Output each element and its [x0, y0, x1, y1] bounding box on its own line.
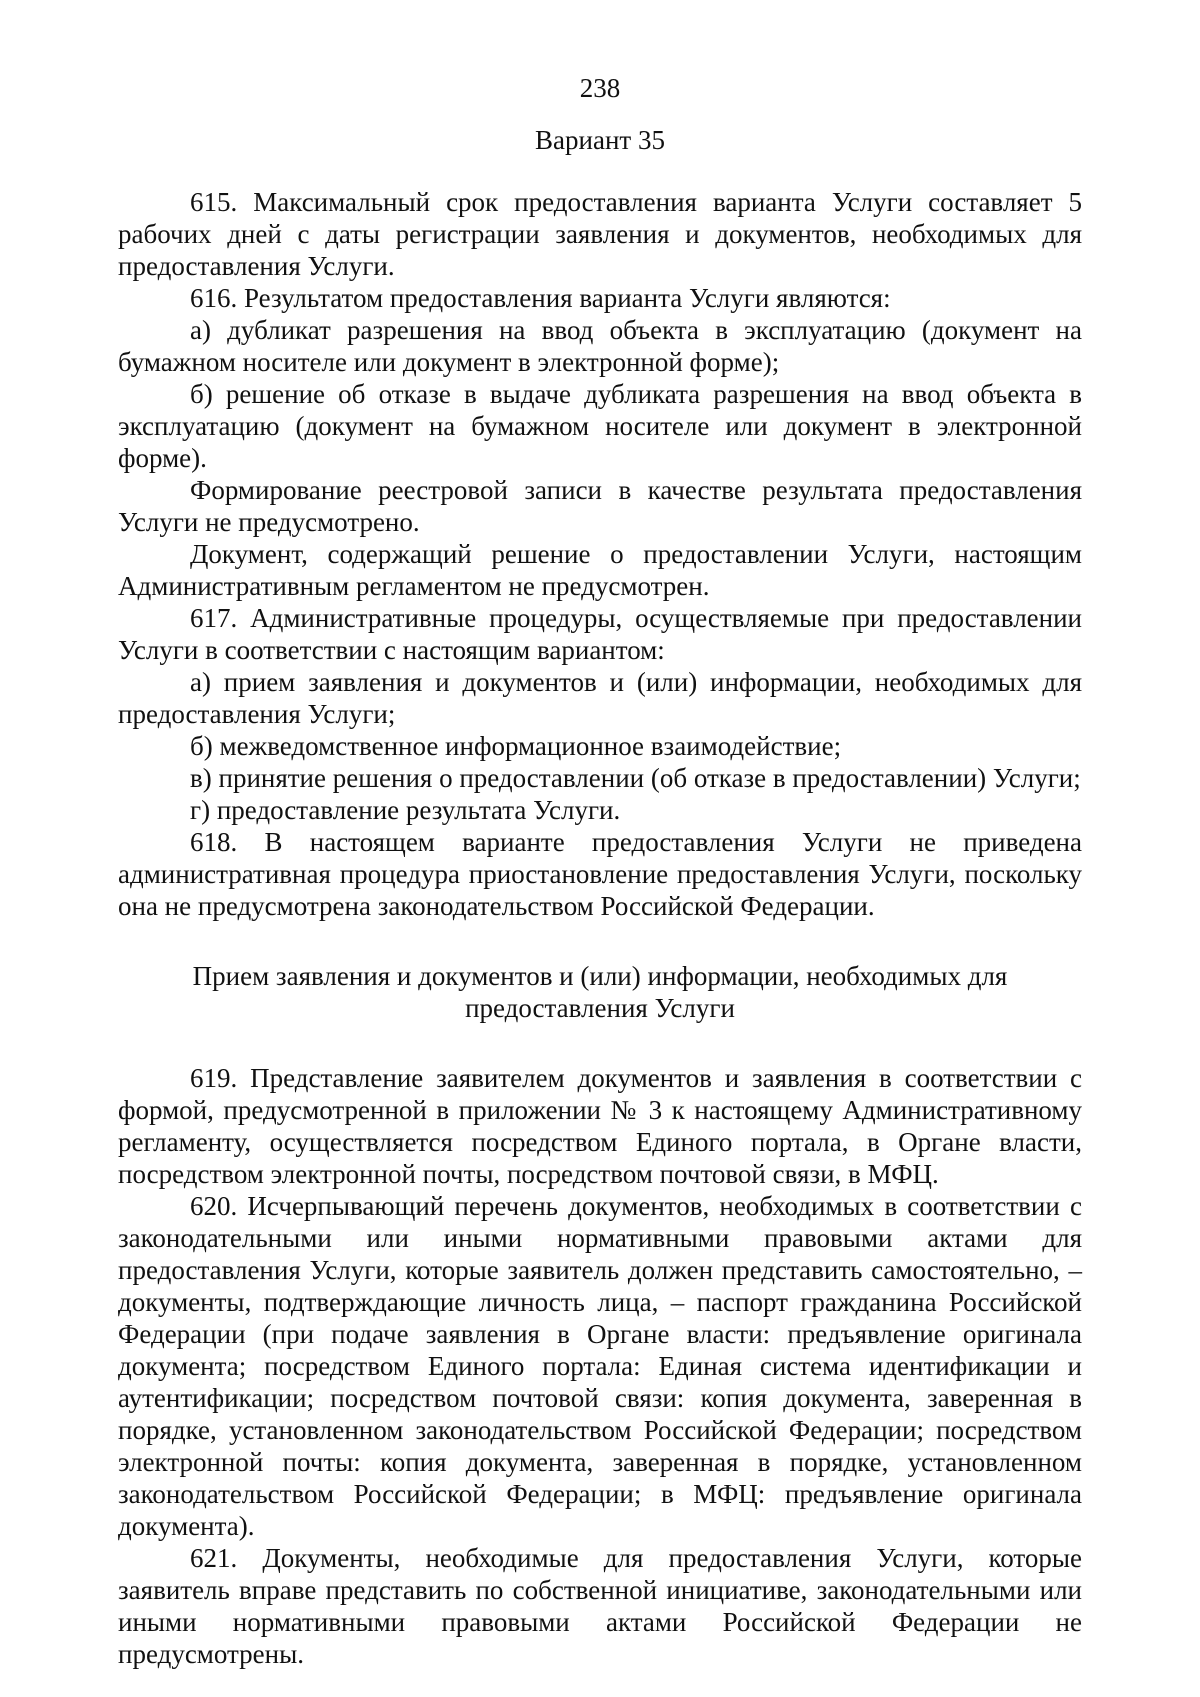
section-heading-line-2: предоставления Услуги [465, 993, 735, 1023]
paragraph-decision-document: Документ, содержащий решение о предоставлении Услуги, настоящим Административным регламентом не предусмотрен. [118, 539, 1082, 601]
paragraph-617: 617. Административные процедуры, осуществляемые при предоставлении Услуги в соответствии с настоящим вариантом: [118, 603, 1082, 665]
page-number: 238 [579, 73, 621, 103]
section-heading [118, 960, 1082, 1024]
list-item-617-b: б) межведомственное информационное взаимодействие; [190, 731, 842, 761]
section-heading-line-1: Прием заявления и документов и (или) информации, необходимых для [192, 961, 1008, 991]
list-item-616-a: а) дубликат разрешения на ввод объекта в эксплуатацию (документ на бумажном носителе или документ в электронной форме); [118, 315, 1082, 377]
paragraph-616: 616. Результатом предоставления варианта Услуги являются: [190, 283, 891, 313]
list-item-617-a: а) прием заявления и документов и (или) информации, необходимых для предоставления Услуги; [118, 667, 1082, 729]
list-item-616-b: б) решение об отказе в выдаче дубликата разрешения на ввод объекта в эксплуатацию (документ на бумажном носителе или документ в электронной форме). [118, 379, 1082, 473]
paragraph-620: 620. Исчерпывающий перечень документов, необходимых в соответствии с законодательными или иными нормативными правовыми актами для предоставления Услуги, которые заявитель должен представить самостоятельно, – документы, подтверждающие личность лица, – паспорт гражданина Российской Федерации (при подаче заявления в Органе власти: предъявление оригинала документа; посредством Единого портала: Единая система идентификации и аутентификации; посредством почтовой связи: копия документа, заверенная в порядке, установленном законодательством Российской Федерации; посредством электронной почты: копия документа, заверенная в порядке, установленном законодательством Российской Федерации; в МФЦ: предъявление оригинала документа). [118, 1191, 1082, 1541]
paragraph-615: 615. Максимальный срок предоставления варианта Услуги составляет 5 рабочих дней с даты регистрации заявления и документов, необходимых для предоставления Услуги. [118, 187, 1082, 281]
paragraph-registry-record: Формирование реестровой записи в качестве результата предоставления Услуги не предусмотрено. [118, 475, 1082, 537]
paragraph-618: 618. В настоящем варианте предоставления Услуги не приведена административная процедура приостановление предоставления Услуги, поскольку она не предусмотрена законодательством Российской Федерации. [118, 827, 1082, 921]
list-item-617-g: г) предоставление результата Услуги. [190, 795, 621, 825]
paragraph-619: 619. Представление заявителем документов и заявления в соответствии с формой, предусмотренной в приложении № 3 к настоящему Административному регламенту, осуществляется посредством Единого портала, в Органе власти, посредством электронной почты, посредством почтовой связи, в МФЦ. [118, 1063, 1082, 1189]
variant-title: Вариант 35 [535, 125, 665, 155]
paragraph-621: 621. Документы, необходимые для предоставления Услуги, которые заявитель вправе представить по собственной инициативе, законодательными или иными нормативными правовыми актами Российской Федерации не предусмотрены. [118, 1543, 1082, 1669]
list-item-617-v: в) принятие решения о предоставлении (об отказе в предоставлении) Услуги; [190, 763, 1081, 793]
